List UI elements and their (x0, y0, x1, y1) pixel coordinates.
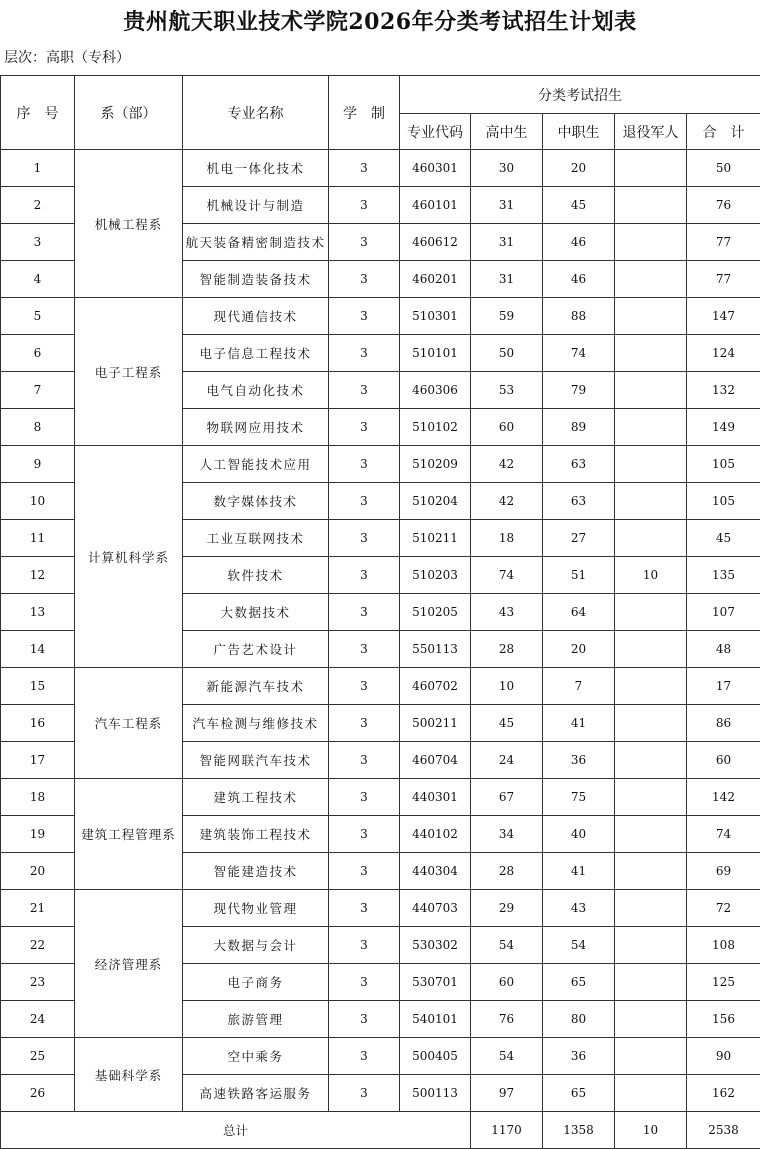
cell-code: 440304 (400, 853, 471, 890)
cell-total: 50 (687, 150, 760, 187)
cell-vocational: 43 (543, 890, 615, 927)
cell-veteran (615, 187, 687, 224)
cell-major: 人工智能技术应用 (183, 446, 329, 483)
cell-veteran (615, 261, 687, 298)
cell-vocational: 36 (543, 1038, 615, 1075)
cell-seq: 19 (1, 816, 75, 853)
cell-code: 500113 (400, 1075, 471, 1112)
cell-total: 69 (687, 853, 760, 890)
cell-years: 3 (329, 520, 400, 557)
cell-veteran (615, 1075, 687, 1112)
totals-highschool: 1170 (471, 1112, 543, 1149)
cell-code: 540101 (400, 1001, 471, 1038)
cell-veteran (615, 742, 687, 779)
header-years: 学 制 (329, 76, 400, 150)
cell-seq: 16 (1, 705, 75, 742)
cell-total: 76 (687, 187, 760, 224)
header-dept: 系（部） (75, 76, 183, 150)
cell-code: 530701 (400, 964, 471, 1001)
cell-vocational: 36 (543, 742, 615, 779)
cell-seq: 24 (1, 1001, 75, 1038)
cell-vocational: 27 (543, 520, 615, 557)
cell-years: 3 (329, 224, 400, 261)
cell-seq: 3 (1, 224, 75, 261)
cell-highschool: 29 (471, 890, 543, 927)
table-row (1, 668, 760, 705)
cell-veteran (615, 520, 687, 557)
cell-seq: 22 (1, 927, 75, 964)
totals-total: 2538 (687, 1112, 760, 1149)
cell-years: 3 (329, 779, 400, 816)
cell-highschool: 31 (471, 224, 543, 261)
cell-total: 86 (687, 705, 760, 742)
cell-highschool: 76 (471, 1001, 543, 1038)
cell-seq: 20 (1, 853, 75, 890)
cell-seq: 11 (1, 520, 75, 557)
cell-years: 3 (329, 964, 400, 1001)
cell-dept: 计算机科学系 (75, 446, 183, 668)
cell-code: 460101 (400, 187, 471, 224)
cell-major: 软件技术 (183, 557, 329, 594)
cell-code: 460702 (400, 668, 471, 705)
cell-seq: 10 (1, 483, 75, 520)
cell-total: 17 (687, 668, 760, 705)
cell-seq: 18 (1, 779, 75, 816)
cell-code: 460306 (400, 372, 471, 409)
cell-seq: 8 (1, 409, 75, 446)
cell-vocational: 63 (543, 483, 615, 520)
cell-seq: 7 (1, 372, 75, 409)
table-row (1, 298, 760, 335)
cell-highschool: 28 (471, 853, 543, 890)
header-major: 专业名称 (183, 76, 329, 150)
cell-major: 现代通信技术 (183, 298, 329, 335)
cell-veteran (615, 631, 687, 668)
cell-vocational: 54 (543, 927, 615, 964)
cell-highschool: 67 (471, 779, 543, 816)
cell-major: 智能网联汽车技术 (183, 742, 329, 779)
cell-vocational: 80 (543, 1001, 615, 1038)
cell-vocational: 79 (543, 372, 615, 409)
header-veteran: 退役军人 (615, 114, 687, 150)
cell-total: 105 (687, 446, 760, 483)
cell-highschool: 18 (471, 520, 543, 557)
cell-total: 72 (687, 890, 760, 927)
totals-label: 总计 (1, 1112, 471, 1149)
cell-veteran (615, 298, 687, 335)
header-vocational: 中职生 (543, 114, 615, 150)
cell-years: 3 (329, 668, 400, 705)
cell-years: 3 (329, 335, 400, 372)
cell-code: 440102 (400, 816, 471, 853)
cell-highschool: 60 (471, 964, 543, 1001)
cell-major: 智能建造技术 (183, 853, 329, 890)
cell-veteran (615, 1038, 687, 1075)
cell-highschool: 24 (471, 742, 543, 779)
cell-veteran (615, 372, 687, 409)
cell-code: 460301 (400, 150, 471, 187)
cell-years: 3 (329, 557, 400, 594)
cell-vocational: 7 (543, 668, 615, 705)
cell-dept: 建筑工程管理系 (75, 779, 183, 890)
cell-seq: 1 (1, 150, 75, 187)
page-title: 贵州航天职业技术学院2026年分类考试招生计划表 (0, 0, 760, 40)
cell-dept: 电子工程系 (75, 298, 183, 446)
table-body (1, 150, 760, 1149)
cell-seq: 26 (1, 1075, 75, 1112)
enrollment-plan-table (0, 75, 760, 1149)
cell-total: 77 (687, 261, 760, 298)
header-total: 合 计 (687, 114, 760, 150)
cell-code: 500405 (400, 1038, 471, 1075)
cell-years: 3 (329, 261, 400, 298)
cell-vocational: 51 (543, 557, 615, 594)
cell-total: 90 (687, 1038, 760, 1075)
cell-highschool: 34 (471, 816, 543, 853)
cell-years: 3 (329, 150, 400, 187)
cell-highschool: 28 (471, 631, 543, 668)
cell-vocational: 20 (543, 150, 615, 187)
cell-years: 3 (329, 927, 400, 964)
level-label: 层次：高职（专科） (4, 44, 130, 70)
cell-seq: 13 (1, 594, 75, 631)
cell-highschool: 60 (471, 409, 543, 446)
header-group: 分类考试招生 (400, 76, 760, 114)
cell-highschool: 42 (471, 483, 543, 520)
cell-code: 510211 (400, 520, 471, 557)
cell-years: 3 (329, 742, 400, 779)
cell-vocational: 46 (543, 261, 615, 298)
cell-major: 数字媒体技术 (183, 483, 329, 520)
cell-vocational: 40 (543, 816, 615, 853)
header-seq: 序 号 (1, 76, 75, 150)
cell-code: 510101 (400, 335, 471, 372)
cell-total: 147 (687, 298, 760, 335)
cell-years: 3 (329, 890, 400, 927)
cell-major: 广告艺术设计 (183, 631, 329, 668)
cell-veteran (615, 927, 687, 964)
cell-years: 3 (329, 446, 400, 483)
cell-major: 新能源汽车技术 (183, 668, 329, 705)
cell-dept: 基础科学系 (75, 1038, 183, 1112)
cell-highschool: 54 (471, 1038, 543, 1075)
totals-vocational: 1358 (543, 1112, 615, 1149)
cell-veteran (615, 890, 687, 927)
cell-years: 3 (329, 372, 400, 409)
cell-years: 3 (329, 409, 400, 446)
cell-veteran (615, 150, 687, 187)
cell-major: 电气自动化技术 (183, 372, 329, 409)
cell-veteran (615, 446, 687, 483)
cell-veteran (615, 1001, 687, 1038)
cell-total: 132 (687, 372, 760, 409)
table-row (1, 890, 760, 927)
cell-total: 156 (687, 1001, 760, 1038)
cell-highschool: 45 (471, 705, 543, 742)
cell-veteran (615, 594, 687, 631)
cell-highschool: 30 (471, 150, 543, 187)
cell-total: 74 (687, 816, 760, 853)
cell-vocational: 89 (543, 409, 615, 446)
cell-vocational: 65 (543, 1075, 615, 1112)
cell-major: 物联网应用技术 (183, 409, 329, 446)
cell-code: 510102 (400, 409, 471, 446)
cell-total: 105 (687, 483, 760, 520)
cell-highschool: 97 (471, 1075, 543, 1112)
cell-seq: 4 (1, 261, 75, 298)
cell-veteran (615, 779, 687, 816)
cell-total: 77 (687, 224, 760, 261)
header-highschool: 高中生 (471, 114, 543, 150)
cell-major: 大数据与会计 (183, 927, 329, 964)
cell-code: 530302 (400, 927, 471, 964)
cell-highschool: 10 (471, 668, 543, 705)
header-code: 专业代码 (400, 114, 471, 150)
cell-major: 电子商务 (183, 964, 329, 1001)
cell-veteran: 10 (615, 557, 687, 594)
cell-total: 45 (687, 520, 760, 557)
cell-years: 3 (329, 1038, 400, 1075)
cell-veteran (615, 483, 687, 520)
cell-major: 空中乘务 (183, 1038, 329, 1075)
cell-code: 460612 (400, 224, 471, 261)
cell-vocational: 41 (543, 705, 615, 742)
cell-seq: 2 (1, 187, 75, 224)
cell-major: 建筑装饰工程技术 (183, 816, 329, 853)
cell-code: 440703 (400, 890, 471, 927)
cell-seq: 6 (1, 335, 75, 372)
cell-vocational: 74 (543, 335, 615, 372)
cell-vocational: 64 (543, 594, 615, 631)
cell-seq: 14 (1, 631, 75, 668)
cell-major: 智能制造装备技术 (183, 261, 329, 298)
cell-vocational: 65 (543, 964, 615, 1001)
cell-years: 3 (329, 298, 400, 335)
cell-highschool: 31 (471, 187, 543, 224)
table-row (1, 446, 760, 483)
cell-seq: 25 (1, 1038, 75, 1075)
cell-total: 142 (687, 779, 760, 816)
cell-vocational: 63 (543, 446, 615, 483)
table-row (1, 150, 760, 187)
totals-row (1, 1112, 760, 1149)
cell-years: 3 (329, 187, 400, 224)
cell-code: 510301 (400, 298, 471, 335)
cell-code: 440301 (400, 779, 471, 816)
cell-years: 3 (329, 853, 400, 890)
cell-veteran (615, 853, 687, 890)
cell-major: 旅游管理 (183, 1001, 329, 1038)
cell-total: 125 (687, 964, 760, 1001)
cell-years: 3 (329, 1075, 400, 1112)
cell-vocational: 46 (543, 224, 615, 261)
cell-code: 510203 (400, 557, 471, 594)
cell-vocational: 41 (543, 853, 615, 890)
cell-seq: 9 (1, 446, 75, 483)
cell-years: 3 (329, 631, 400, 668)
cell-major: 高速铁路客运服务 (183, 1075, 329, 1112)
cell-highschool: 42 (471, 446, 543, 483)
cell-years: 3 (329, 1001, 400, 1038)
cell-vocational: 20 (543, 631, 615, 668)
cell-code: 510204 (400, 483, 471, 520)
cell-years: 3 (329, 816, 400, 853)
cell-seq: 5 (1, 298, 75, 335)
cell-highschool: 50 (471, 335, 543, 372)
cell-veteran (615, 335, 687, 372)
cell-seq: 15 (1, 668, 75, 705)
cell-vocational: 45 (543, 187, 615, 224)
cell-veteran (615, 224, 687, 261)
cell-total: 48 (687, 631, 760, 668)
cell-veteran (615, 705, 687, 742)
cell-seq: 21 (1, 890, 75, 927)
cell-dept: 经济管理系 (75, 890, 183, 1038)
cell-years: 3 (329, 705, 400, 742)
cell-major: 汽车检测与维修技术 (183, 705, 329, 742)
cell-seq: 17 (1, 742, 75, 779)
cell-major: 工业互联网技术 (183, 520, 329, 557)
cell-years: 3 (329, 483, 400, 520)
cell-highschool: 74 (471, 557, 543, 594)
cell-total: 107 (687, 594, 760, 631)
cell-seq: 12 (1, 557, 75, 594)
cell-total: 108 (687, 927, 760, 964)
cell-total: 149 (687, 409, 760, 446)
cell-total: 162 (687, 1075, 760, 1112)
cell-highschool: 59 (471, 298, 543, 335)
cell-highschool: 54 (471, 927, 543, 964)
cell-major: 现代物业管理 (183, 890, 329, 927)
cell-major: 电子信息工程技术 (183, 335, 329, 372)
cell-code: 510209 (400, 446, 471, 483)
cell-dept: 汽车工程系 (75, 668, 183, 779)
cell-years: 3 (329, 594, 400, 631)
cell-major: 大数据技术 (183, 594, 329, 631)
table-row (1, 1038, 760, 1075)
cell-highschool: 31 (471, 261, 543, 298)
cell-highschool: 43 (471, 594, 543, 631)
cell-veteran (615, 668, 687, 705)
cell-total: 135 (687, 557, 760, 594)
totals-veteran: 10 (615, 1112, 687, 1149)
cell-seq: 23 (1, 964, 75, 1001)
cell-veteran (615, 409, 687, 446)
cell-major: 航天装备精密制造技术 (183, 224, 329, 261)
cell-total: 124 (687, 335, 760, 372)
cell-code: 500211 (400, 705, 471, 742)
cell-code: 460704 (400, 742, 471, 779)
cell-major: 机械设计与制造 (183, 187, 329, 224)
cell-code: 460201 (400, 261, 471, 298)
cell-code: 550113 (400, 631, 471, 668)
cell-veteran (615, 964, 687, 1001)
cell-dept: 机械工程系 (75, 150, 183, 298)
cell-veteran (615, 816, 687, 853)
cell-major: 建筑工程技术 (183, 779, 329, 816)
cell-major: 机电一体化技术 (183, 150, 329, 187)
cell-highschool: 53 (471, 372, 543, 409)
cell-vocational: 88 (543, 298, 615, 335)
cell-vocational: 75 (543, 779, 615, 816)
cell-total: 60 (687, 742, 760, 779)
cell-code: 510205 (400, 594, 471, 631)
table-row (1, 779, 760, 816)
